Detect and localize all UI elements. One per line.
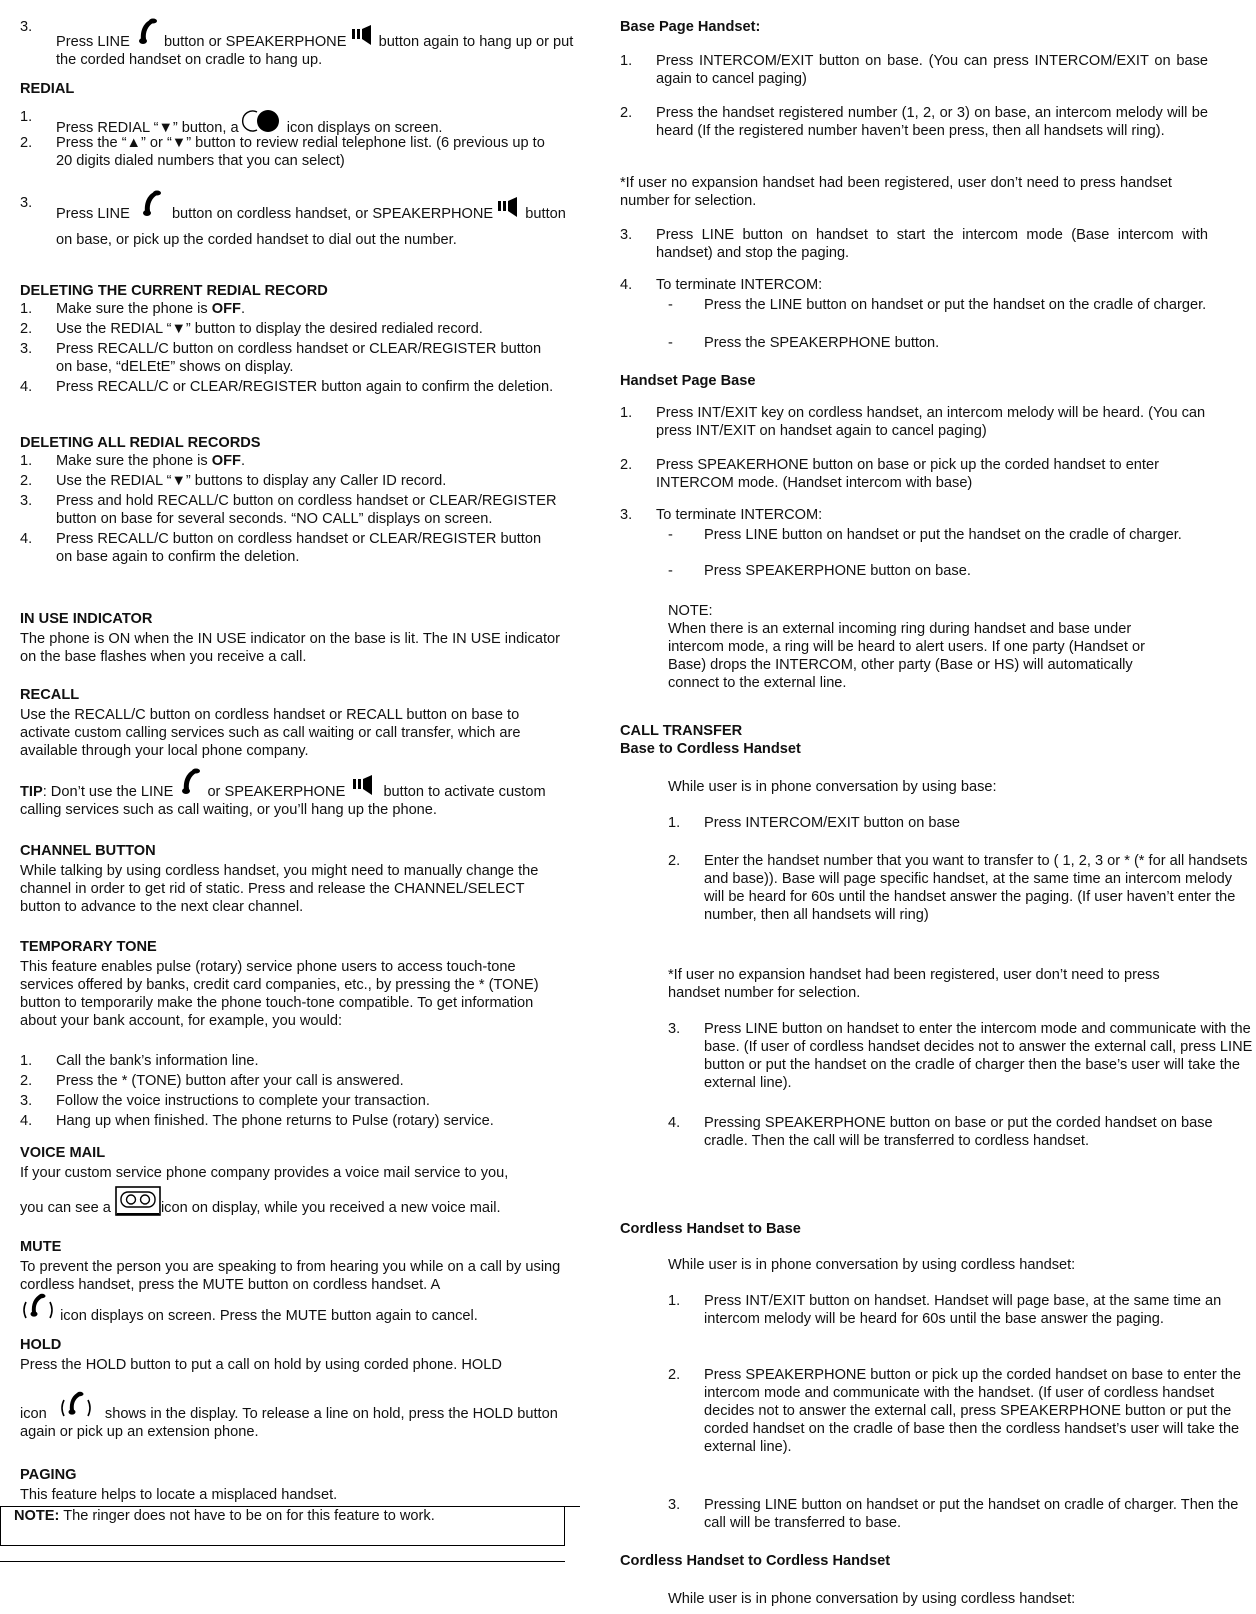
cordless-to-cordless-intro: While user is in phone conversation by using cordless handset:: [668, 1591, 1076, 1607]
voicemail-icon: [115, 1186, 161, 1216]
handset-page-heading: Handset Page Base: [620, 373, 756, 389]
voice-mail-line-2: you can see a icon on display, while you received a new voice mail.: [20, 1186, 575, 1224]
redial-heading: REDIAL: [20, 81, 75, 97]
redial-icon: [243, 108, 283, 134]
cordless-to-cordless-heading: Cordless Handset to Cordless Handset: [620, 1553, 891, 1569]
list-item: 4. Hang up when finished. The phone returns to Pulse (rotary) service.: [20, 1113, 494, 1129]
list-item: 1. Make sure the phone is OFF.: [20, 301, 246, 317]
voice-mail-heading: VOICE MAIL: [20, 1145, 106, 1161]
redial-item-2: 2. Press the “▲” or “▼” button to review redial telephone list. (6 previous up to 20 digits dialed numbers that you can select): [20, 135, 545, 169]
handset-page-item-1: 1. Press INT/EXIT key on cordless handset, an intercom melody will be heard. (You can press INT/EXIT on handset again to cancel paging): [620, 405, 1206, 439]
base-to-cordless-intro: While user is in phone conversation by using base:: [668, 779, 997, 795]
list-item: 2. Use the REDIAL “▼” buttons to display any Caller ID record.: [20, 473, 447, 489]
recall-text: Use the RECALL/C button on cordless handset or RECALL button on base to activate custom calling services such as call waiting or call transfer, which are available through your local phone company.: [20, 707, 521, 759]
base-to-cordless-heading: Base to Cordless Handset: [620, 741, 801, 757]
list-item: 4. Press RECALL/C or CLEAR/REGISTER button again to confirm the deletion.: [20, 379, 554, 395]
cordless-to-base-item-1: 1. Press INT/EXIT button on handset. Handset will page base, at the same time an intercom melody will be heard for 60s until the base answer the paging.: [668, 1293, 1222, 1327]
delete-all-heading: DELETING ALL REDIAL RECORDS: [20, 435, 261, 451]
hold-heading: HOLD: [20, 1337, 62, 1353]
base-page-item-4: 4. To terminate INTERCOM:: [620, 277, 823, 293]
temp-tone-heading: TEMPORARY TONE: [20, 939, 157, 955]
channel-text: While talking by using cordless handset, you might need to manually change the channel in order to get rid of static. Press and release the CHANNEL/SELECT button to advance to the next clear channel.: [20, 863, 539, 915]
cordless-to-base-item-2: 2. Press SPEAKERPHONE button or pick up the corded handset on base to enter the intercom mode and communicate with the handset. (If user of cordless handset decides not to answer the external call, press SPEAKERPHONE button or put the corded handset on the cradle of base then the cordless handset’s user will take the external line).: [668, 1367, 1242, 1455]
base-page-heading: Base Page Handset:: [620, 19, 761, 35]
cordless-to-base-item-3: 3. Pressing LINE button on handset or put the handset on cradle of charger. Then the call will be transferred to base.: [668, 1497, 1239, 1531]
base-to-cordless-item-2: 2. Enter the handset number that you want to transfer to ( 1, 2, 3 or * (* for all handsets and base)). Base will page specific handset, at the same time an intercom melody will be heard for 60s until the handset answer the paging. (If user haven’t enter the number, then all handsets will ring): [668, 853, 1248, 923]
speakerphone-icon: [351, 24, 375, 46]
base-to-cordless-item-1: 1. Press INTERCOM/EXIT button on base: [668, 815, 961, 831]
handset-page-sub-2: - Press SPEAKERPHONE button on base.: [668, 563, 971, 579]
call-transfer-heading: CALL TRANSFER: [620, 723, 743, 739]
delete-current-heading: DELETING THE CURRENT REDIAL RECORD: [20, 283, 328, 299]
handset-page-item-2: 2. Press SPEAKERHONE button on base or pick up the corded handset to enter INTERCOM mode. (Handset intercom with base): [620, 457, 1159, 491]
channel-heading: CHANNEL BUTTON: [20, 843, 156, 859]
hold-paragraph: icon shows in the display. To release a line on hold, press the HOLD button again or pick up an extension phone.: [20, 1390, 575, 1441]
base-page-item-1: 1. Press INTERCOM/EXIT button on base. (You can press INTERCOM/EXIT on base again to cancel paging): [620, 53, 1208, 87]
handset-page-note-label: NOTE:: [668, 603, 713, 619]
handset-icon: [134, 18, 160, 48]
voice-mail-text-1: If your custom service phone company provides a voice mail service to you,: [20, 1165, 509, 1181]
list-item: 1. Call the bank’s information line.: [20, 1053, 259, 1069]
mute-line: icon displays on screen. Press the MUTE button again to cancel.: [20, 1292, 575, 1332]
temp-tone-text: This feature enables pulse (rotary) service phone users to access touch-tone services offered by banks, credit card companies, etc., by pressing the * (TONE) button to temporarily make the phone touch-tone compatible. To get information about your bank account, for example, you would:: [20, 959, 539, 1029]
in-use-text: The phone is ON when the IN USE indicator on the base is lit. The IN USE indicator on the base flashes when you receive a call.: [20, 631, 560, 665]
hangup-item: 3. Press LINE button or SPEAKERPHONE button again to hang up or put the corded handset on cradle to hang up.: [20, 19, 574, 68]
base-to-cordless-star-note: *If user no expansion handset had been registered, user don’t need to press handset number for selection.: [668, 967, 1160, 1001]
item-number: 3.: [20, 19, 33, 35]
list-item: 3. Follow the voice instructions to complete your transaction.: [20, 1093, 430, 1109]
paging-note-box: NOTE: The ringer does not have to be on for this feature to work.: [0, 1506, 565, 1546]
redial-item-3: 3. Press LINE button on cordless handset, or SPEAKERPHONE button on base, or pick up the corded handset to dial out the number.: [20, 190, 576, 253]
base-page-star-note: *If user no expansion handset had been registered, user don’t need to press handset number for selection.: [620, 175, 1172, 209]
handset-page-sub-1: - Press LINE button on handset or put the handset on the cradle of charger.: [668, 527, 1182, 543]
handset-page-note-text: When there is an external incoming ring during handset and base under intercom mode, a ring will be heard to alert users. If one party (Handset or Base) drops the INTERCOM, other party (Base or HS) will automatically connect to the external line.: [668, 621, 1145, 691]
paging-text: This feature helps to locate a misplaced handset.: [20, 1487, 338, 1503]
base-page-item-2: 2. Press the handset registered number (1, 2, or 3) on base, an intercom melody will be heard (If the registered number haven’t been press, then all handsets will ring).: [620, 105, 1208, 139]
cordless-to-base-intro: While user is in phone conversation by using cordless handset:: [668, 1257, 1076, 1273]
handset-icon: [177, 768, 203, 798]
handset-icon: [134, 190, 168, 220]
tip-paragraph: TIP: Don’t use the LINE or SPEAKERPHONE button to activate custom calling services such as call waiting, or you’ll hang up the phone.: [20, 768, 565, 819]
bottom-rule: [0, 1561, 565, 1562]
base-page-item-3: 3. Press LINE button on handset to start the intercom mode (Base intercom with handset) and stop the paging.: [620, 227, 1208, 261]
hold-icon: [51, 1390, 101, 1422]
paging-heading: PAGING: [20, 1467, 77, 1483]
mute-heading: MUTE: [20, 1239, 62, 1255]
handset-page-item-3: 3. To terminate INTERCOM:: [620, 507, 823, 523]
temp-tone-list: [20, 1052, 565, 1130]
list-item: 1. Make sure the phone is OFF.: [20, 453, 246, 469]
list-item: 2. Press the * (TONE) button after your call is answered.: [20, 1073, 404, 1089]
delete-all-list: [20, 452, 560, 566]
speakerphone-icon: [497, 196, 521, 218]
base-to-cordless-item-4: 4. Pressing SPEAKERPHONE button on base or put the corded handset on base cradle. Then the call will be transferred to cordless handset.: [668, 1115, 1213, 1149]
list-item: 4. Press RECALL/C button on cordless handset or CLEAR/REGISTER button on base again to confirm the deletion.: [20, 531, 542, 565]
base-to-cordless-item-3: 3. Press LINE button on handset to enter the intercom mode and communicate with the base. (If user of cordless handset decides not to answer the external call, press LINE button or put the handset on the cradle of charger then the base’s user will take the external line).: [668, 1021, 1253, 1091]
list-item: 2. Use the REDIAL “▼” button to display the desired redialed record.: [20, 321, 483, 337]
mute-text-1: To prevent the person you are speaking to from hearing you while on a call by using cordless handset, press the MUTE button on cordless handset. A: [20, 1259, 561, 1293]
cordless-to-base-heading: Cordless Handset to Base: [620, 1221, 801, 1237]
list-item: 3. Press RECALL/C button on cordless handset or CLEAR/REGISTER button on base, “dELEtE” shows on display.: [20, 341, 542, 375]
base-page-sub-2: - Press the SPEAKERPHONE button.: [668, 335, 940, 351]
base-page-sub-1: - Press the LINE button on handset or put the handset on the cradle of charger.: [668, 297, 1207, 313]
redial-item-1: 1. Press REDIAL “▼” button, a icon displays on screen.: [20, 109, 443, 136]
recall-heading: RECALL: [20, 687, 80, 703]
mute-icon: [20, 1292, 56, 1324]
list-item: 3. Press and hold RECALL/C button on cordless handset or CLEAR/REGISTER button on base for several seconds. “NO CALL” displays on screen.: [20, 493, 557, 527]
speakerphone-icon: [349, 774, 379, 796]
hold-text-1: Press the HOLD button to put a call on hold by using corded phone. HOLD: [20, 1357, 502, 1373]
delete-current-list: [20, 300, 560, 396]
in-use-heading: IN USE INDICATOR: [20, 611, 153, 627]
